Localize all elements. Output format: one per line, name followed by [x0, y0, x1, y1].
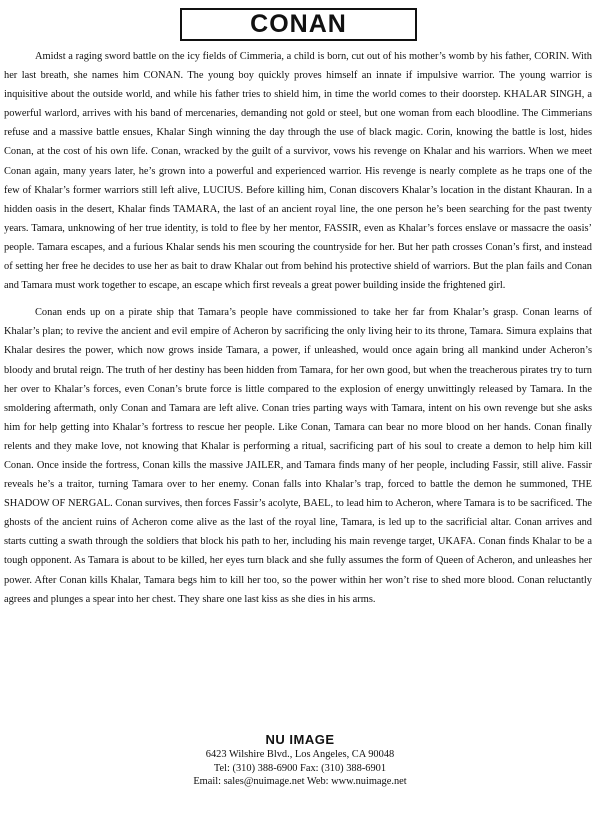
page-title: CONAN: [250, 10, 347, 38]
title-box: [180, 8, 417, 41]
company-contact: Email: sales@nuimage.net Web: www.nuimage.net: [193, 776, 407, 787]
company-phone: Tel: (310) 388-6900 Fax: (310) 388-6901: [213, 762, 387, 774]
company-address: 6423 Wilshire Blvd., Los Angeles, CA 90048: [205, 749, 395, 760]
synopsis-paragraph-1: Amidst a raging sword battle on the icy fields of Cimmeria, a child is born, cut out of his mother’s womb by his father, CORIN. With her last breath, she names him CONAN. The young boy quickly proves himself an innate if impulsive warrior. The young warrior is inquisitive about the outside world, and while his father tries to shield him, in time the world comes to their doorstep. KHALAR SINGH, a powerful warlord, arrives with his band of mercenaries, demanding not gold or steel, but one woman from each bloodline. The Cimmerians refuse and a massive battle ensues, Khalar Singh winning the day through the use of black magic. Corin, knowing the battle is lost, hides Conan, at the cost of his own life. Conan, wracked by the guilt of a survivor, vows his revenge on Khalar and his warriors. When we meet Conan again, many years later, he’s grown into a powerful and experienced warrior. His revenge is nearly complete as he traps one of the few of Khalar’s former warriors still left alive, LUCIUS. Before killing him, Conan discovers Khalar’s location in the distant Khauran. In a hidden oasis in the desert, Khalar finds TAMARA, the last of an ancient royal line, the one person he’s been searching for the past twenty years. Tamara, unknowing of her true identity, is told to flee by her mentor, FASSIR, even as Khalar’s forces enslave or massacre the oasis’ people. Tamara escapes, and a furious Khalar sends his men scouring the countryside for her. But her path crosses Conan’s first, and instead of setting her free he decides to use her as bait to draw Khalar out from behind his protective shield of warriors. But the plan fails and Conan and Tamara must work together to escape, an escape which first reveals a great power building inside the frightened girl.: [4, 51, 592, 292]
synopsis-paragraph-2: Conan ends up on a pirate ship that Tamara’s people have commissioned to take her far from Khalar’s grasp. Conan learns of Khalar’s plan; to revive the ancient and evil empire of Acheron by sacrificing the only living heir to its throne, Tamara. Simura explains that Khalar desires the power, which now grows inside Tamara, a power, if unleashed, would once again bring all mankind under Acheron’s bloody and brutal reign. The truth of her destiny has been hidden from Tamara, for her own good, but when the treacherous pirates try to turn her over to Khalar’s forces, even Conan’s brute force is little compared to the explosion of energy unwittingly released by Tamara. In the smoldering aftermath, only Conan and Tamara are left alive. Conan tries parting ways with Tamara, intent on his own revenge but she asks him for help getting into Khalar’s fortress to rescue her people. Like Conan, Tamara can bear no more blood on her hands. Conan finally relents and they make love, not knowing that Khalar is performing a ritual, sacrificing part of his soul to create a demon to help him kill Conan. Once inside the fortress, Conan kills the massive JAILER, and Tamara finds many of her people, including Fassir, still alive. Fassir reveals he’s a traitor, turning Tamara over to her enemy. Conan falls into Khalar’s trap, forced to battle the demon he summoned, THE SHADOW OF NERGAL. Conan survives, then forces Fassir’s acolyte, BAEL, to lead him to Acheron, where Tamara is to be sacrificed. The ghosts of the ancient ruins of Acheron come alive as the last of the royal line, Tamara, is led up to the sacrificial altar. Conan arrives and starts cutting a swath through the soldiers that block his path to her, including his main revenge target, UKAFA. Conan finds Khalar to be a tough opponent. As Tamara is about to be killed, her eyes turn black and she fully assumes the form of Queen of Acheron, and unleashes her power. After Conan kills Khalar, Tamara begs him to kill her too, so the power within her won’t rise to shed more blood. Conan reluctantly agrees and plunges a spear into her chest. They share one last kiss as she dies in his arms.: [4, 307, 592, 605]
company-name: NU IMAGE: [265, 732, 335, 747]
synopsis-body: [4, 47, 592, 609]
company-footer: [0, 732, 600, 789]
